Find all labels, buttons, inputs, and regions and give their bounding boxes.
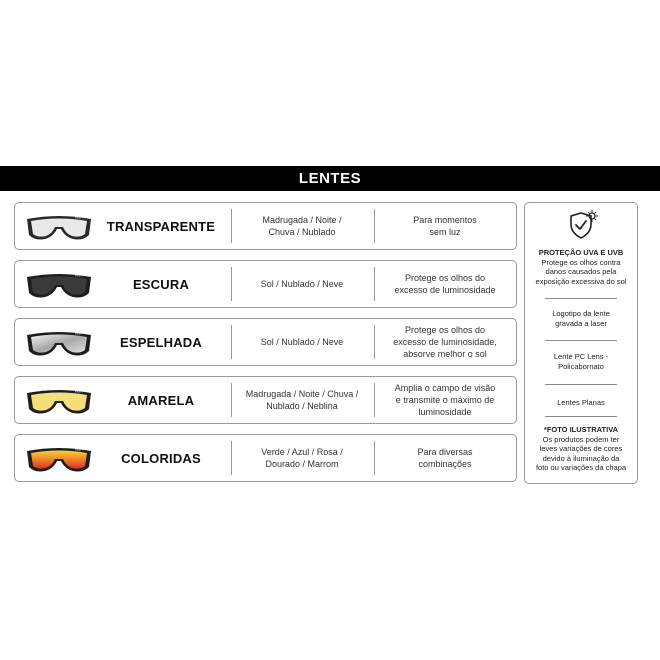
lens-conditions	[232, 319, 372, 365]
lens-name: AMARELA	[127, 392, 195, 408]
laser-logo-info	[528, 309, 634, 328]
description-line: absorve melhor o sol	[403, 349, 487, 359]
description-line: Para diversas	[417, 447, 473, 457]
lens-row-escura	[14, 260, 517, 308]
description-line: excesso de luminosidade	[394, 285, 496, 295]
description-line: sem luz	[429, 227, 461, 237]
description-line: e transmite o máximo de	[395, 395, 495, 405]
clear-sunglasses-icon	[23, 209, 95, 245]
lens-description	[375, 319, 515, 365]
uv-protection-line: exposição excessiva do sol	[535, 276, 627, 286]
sidebar-divider	[545, 416, 617, 417]
lens-conditions	[232, 377, 372, 423]
lens-row-amarela	[14, 376, 517, 424]
dark-sunglasses-icon	[23, 267, 95, 303]
description-line: combinações	[418, 459, 472, 469]
uv-protection-title: PROTEÇÃO UVA E UVB	[538, 248, 624, 257]
lens-conditions	[232, 203, 372, 249]
section-title: LENTES	[298, 170, 362, 187]
description-line: Protege os olhos do	[404, 325, 486, 335]
lens-conditions	[232, 261, 372, 307]
mirrored-sunglasses-icon	[23, 325, 95, 361]
colored-sunglasses-icon	[23, 441, 95, 477]
lens-description	[375, 261, 515, 307]
conditions-line: Sol / Nublado / Neve	[260, 279, 344, 289]
lens-name: TRANSPARENTE	[106, 218, 216, 234]
laser-logo-line: Logotipo da lente	[552, 309, 610, 318]
lens-row-coloridas	[14, 434, 517, 482]
uv-protection-info	[528, 248, 634, 286]
conditions-line: Madrugada / Noite /	[262, 215, 342, 225]
lens-conditions	[232, 435, 372, 481]
lens-type-label: Lentes Planas	[557, 398, 605, 407]
disclaimer-line: Os produtos podem ter	[542, 434, 620, 444]
laser-logo-line: gravada a laser	[555, 318, 607, 328]
sidebar-divider	[545, 340, 617, 341]
lens-description	[375, 377, 515, 423]
uv-protection-line: danos causados pela	[545, 267, 617, 276]
uv-protection-line: Protege os olhos contra	[541, 257, 621, 267]
disclaimer-line: leves variações de cores	[539, 444, 623, 453]
yellow-sunglasses-icon	[23, 383, 95, 419]
conditions-line: Madrugada / Noite / Chuva /	[245, 389, 359, 399]
conditions-line: Sol / Nublado / Neve	[260, 337, 344, 347]
frame-logo: HUPI	[75, 331, 84, 336]
conditions-line: Verde / Azul / Rosa /	[261, 447, 343, 457]
lens-description	[375, 203, 515, 249]
conditions-line: Nublado / Neblina	[266, 401, 338, 411]
lens-row-transparente	[14, 202, 517, 250]
uv-shield-sun-icon	[567, 209, 599, 241]
illustrative-photo-disclaimer	[528, 425, 634, 473]
description-line: Para momentos	[413, 215, 477, 225]
disclaimer-title: *FOTO ILUSTRATIVA	[543, 425, 619, 434]
conditions-line: Chuva / Nublado	[268, 227, 336, 237]
features-sidebar	[524, 202, 638, 484]
lens-name: COLORIDAS	[121, 450, 201, 466]
conditions-line: Dourado / Marrom	[265, 459, 339, 469]
frame-logo: HUPI	[75, 447, 84, 452]
lens-name: ESPELHADA	[120, 334, 202, 350]
description-line: Protege os olhos do	[404, 273, 486, 283]
section-title-banner	[0, 166, 660, 191]
lens-description	[375, 435, 515, 481]
lens-material-line: Policabornato	[558, 361, 604, 371]
lens-material-line: Lente PC Lens -	[553, 352, 609, 361]
disclaimer-line: devido à iluminação da	[542, 453, 620, 463]
lens-type-info	[528, 398, 634, 408]
lens-name: ESCURA	[132, 276, 190, 292]
lens-row-espelhada	[14, 318, 517, 366]
description-line: luminosidade	[418, 407, 472, 417]
description-line: excesso de luminosidade,	[393, 337, 497, 347]
sidebar-divider	[545, 384, 617, 385]
lens-material-info	[528, 352, 634, 371]
frame-logo: HUPI	[75, 389, 84, 394]
disclaimer-line: foto ou variações da chapa	[535, 463, 627, 472]
sidebar-divider	[545, 298, 617, 299]
frame-logo: HUPI	[75, 273, 84, 278]
frame-logo: HUPI	[75, 215, 84, 220]
description-line: Amplia o campo de visão	[394, 383, 496, 393]
